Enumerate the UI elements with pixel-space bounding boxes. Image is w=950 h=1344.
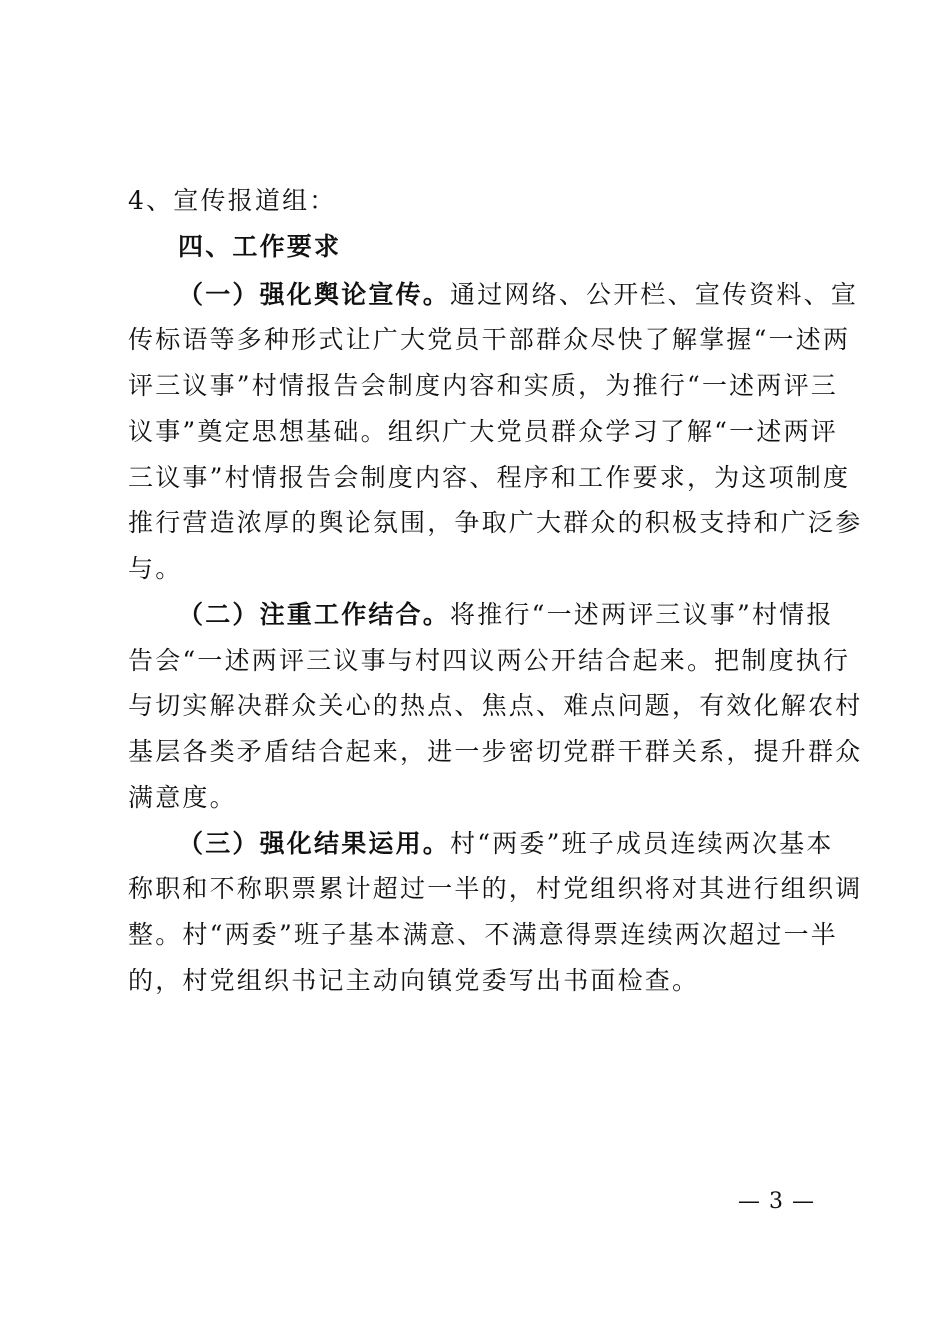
paragraph-2-last-line: 满意度。 <box>128 783 237 812</box>
paragraph-1-line: 推行营造浓厚的舆论氛围，争取广大群众的积极支持和广泛参 <box>128 508 863 537</box>
paragraph-1-line: 传标语等多种形式让广大党员干部群众尽快了解掌握“一述两 <box>128 325 851 354</box>
paragraph-1-line: 三议事”村情报告会制度内容、程序和工作要求，为这项制度 <box>128 463 851 492</box>
paragraph-2-lead: （二）注重工作结合。 <box>178 600 451 629</box>
paragraph-2-line: 与切实解决群众关心的热点、焦点、难点问题，有效化解农村 <box>128 691 863 720</box>
paragraph-2-line: 告会“一述两评三议事与村四议两公开结合起来。把制度执行 <box>128 646 851 675</box>
paragraph-2-text: 将推行“一述两评三议事”村情报 <box>450 600 834 629</box>
list-item-publicity-group: 4、宣传报道组： <box>128 186 337 215</box>
paragraph-3-last-line: 的，村党组织书记主动向镇党委写出书面检查。 <box>128 966 700 995</box>
paragraph-3-line: 称职和不称职票累计超过一半的，村党组织将对其进行组织调 <box>128 874 863 903</box>
paragraph-1-last-line: 与。 <box>128 554 183 583</box>
paragraph-2-first-line <box>178 598 833 632</box>
page-number: — 3 — <box>738 1189 815 1214</box>
paragraph-1-text: 通过网络、公开栏、宣传资料、宣 <box>450 280 859 309</box>
paragraph-3-first-line <box>178 827 833 861</box>
paragraph-3-text: 村“两委”班子成员连续两次基本 <box>450 829 834 858</box>
paragraph-2-line: 基层各类矛盾结合起来，进一步密切党群干群关系，提升群众 <box>128 737 863 766</box>
paragraph-1-line: 议事”奠定思想基础。组织广大党员群众学习了解“一述两评 <box>128 417 838 446</box>
paragraph-1-line: 评三议事”村情报告会制度内容和实质，为推行“一述两评三 <box>128 371 838 400</box>
paragraph-1-lead: （一）强化舆论宣传。 <box>178 280 451 309</box>
paragraph-3-lead: （三）强化结果运用。 <box>178 829 451 858</box>
section-heading-work-requirements: 四、工作要求 <box>178 232 342 261</box>
paragraph-1-first-line <box>178 278 859 312</box>
paragraph-3-line: 整。村“两委”班子基本满意、不满意得票连续两次超过一半 <box>128 920 838 949</box>
